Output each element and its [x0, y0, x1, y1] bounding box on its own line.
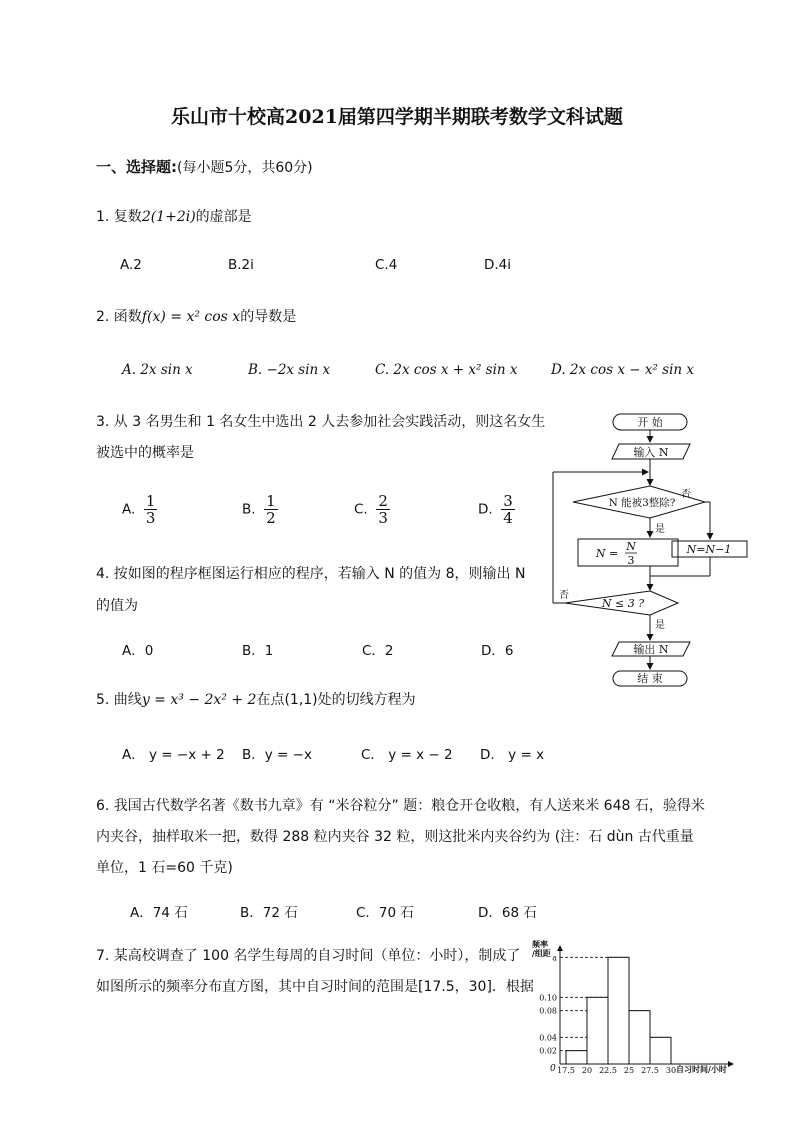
page-title: 乐山市十校高2021届第四学期半期联考数学文科试题: [171, 106, 623, 128]
q5-prefix: 5. 曲线: [96, 692, 142, 708]
flowchart-assign1-lhs: N =: [595, 547, 619, 560]
section-heading: [96, 156, 313, 177]
question-2: [96, 306, 296, 326]
question-5: [96, 689, 416, 709]
flowchart-start-label: 开 始: [637, 416, 663, 429]
q3-option-c: C. $\frac{2}{3}$: [354, 492, 388, 527]
flowchart-yes-1: 是: [655, 524, 665, 535]
histogram-bar: [587, 997, 608, 1064]
q6-option-c: C．70 石: [356, 905, 414, 921]
q2-option-c: C. 2x cos x + x² sin x: [375, 362, 518, 378]
flowchart-output-label: 输出 N: [633, 643, 669, 656]
histogram-bar: [629, 1011, 650, 1064]
histogram-bar: [608, 957, 629, 1064]
histogram-x-tick: 20: [581, 1066, 593, 1075]
flowchart-input-label: 输入 N: [633, 446, 669, 459]
q4-line-2: 的值为: [96, 598, 138, 614]
flowchart-cond1-label: N 能被3整除?: [608, 497, 676, 509]
q4-line-1: 4. 按如图的程序框图运行相应的程序，若输入 N 的值为 8，则输出 N: [96, 566, 526, 582]
q4-option-a: A．0: [122, 643, 154, 659]
q1-suffix: 的虚部是: [195, 209, 252, 225]
q4-option-d: D．6: [481, 643, 514, 659]
q5-suffix: 在点(1,1)处的切线方程为: [256, 692, 416, 708]
q4-option-c: C．2: [362, 643, 394, 659]
q6-option-a: A．74 石: [130, 905, 188, 921]
histogram: [528, 936, 748, 1076]
flowchart-assign2-label: N=N−1: [686, 543, 732, 556]
q1-expression: 2(1+2i): [141, 209, 196, 225]
q3-option-a: A. $\frac{1}{3}$: [122, 492, 156, 527]
histogram-origin: 0: [550, 1064, 556, 1074]
flowchart-cond2-label: N ≤ 3 ?: [601, 597, 645, 610]
q2-prefix: 2. 函数: [96, 309, 142, 325]
q2-option-d: D. 2x cos x − x² sin x: [551, 362, 694, 378]
histogram-y-tick: 0.10: [539, 993, 557, 1003]
q5-option-d: D． y = x: [480, 747, 545, 763]
section-label: 一、选择题:: [96, 158, 177, 176]
q6-line-3: 单位，1 石=60 千克): [96, 860, 233, 876]
histogram-x-tick: 27.5: [641, 1066, 659, 1075]
histogram-x-tick: 17.5: [557, 1066, 575, 1075]
q1-option-a: A.2: [120, 257, 142, 273]
q6-line-1: 6. 我国古代数学名著《数书九章》有 “米谷粒分” 题：粮仓开仓收粮，有人送来米 648 石，验得米: [96, 798, 705, 814]
q3-line-1: 3. 从 3 名男生和 1 名女生中选出 2 人去参加社会实践活动，则这名女生: [96, 414, 546, 430]
q3-option-b: B. $\frac{1}{2}$: [242, 492, 276, 527]
q2-option-a: A. 2x sin x: [122, 362, 193, 378]
histogram-x-tick: 30: [665, 1066, 677, 1075]
flowchart-no-2: 否: [559, 590, 569, 601]
q5-option-b: B．y = −x: [242, 747, 312, 763]
flowchart-end-label: 结 束: [637, 672, 663, 685]
flowchart-assign1-den: 3: [627, 554, 635, 567]
q6-option-b: B．72 石: [240, 905, 298, 921]
flowchart-no-1: 否: [681, 489, 691, 500]
flowchart: [545, 408, 760, 690]
q5-expression: y = x³ − 2x² + 2: [141, 692, 257, 708]
q3-line-2: 被选中的概率是: [96, 445, 194, 461]
question-1: [96, 206, 252, 226]
flowchart-assign1-num: N: [626, 540, 636, 553]
q2-suffix: 的导数是: [240, 309, 297, 325]
section-note: (每小题5分，共60分): [177, 160, 313, 176]
histogram-xlabel: 自习时间/小时: [676, 1064, 727, 1074]
q4-option-b: B．1: [242, 643, 274, 659]
flowchart-yes-2: 是: [655, 620, 665, 631]
q2-expression: f(x) = x² cos x: [141, 309, 241, 325]
q6-option-d: D．68 石: [478, 905, 537, 921]
q1-option-c: C.4: [375, 257, 398, 273]
histogram-y-tick: 0.04: [539, 1033, 557, 1043]
q7-line-1: 7. 某高校调查了 100 名学生每周的自习时间（单位：小时），制成了: [96, 948, 521, 964]
q2-option-b: B. −2x sin x: [248, 362, 331, 378]
q1-option-b: B.2i: [228, 257, 254, 273]
histogram-y-tick: 0.08: [539, 1006, 557, 1016]
q5-option-a: A． y = −x + 2: [122, 747, 225, 763]
q7-line-2: 如图所示的频率分布直方图，其中自习时间的范围是[17.5，30]．根据: [96, 979, 534, 995]
q5-option-c: C． y = x − 2: [361, 747, 453, 763]
q3-option-d: D. $\frac{3}{4}$: [478, 492, 513, 527]
q6-line-2: 内夹谷，抽样取米一把，数得 288 粒内夹谷 32 粒，则这批米内夹谷约为 (注：石 dùn 古代重量: [96, 829, 694, 845]
histogram-bar: [650, 1037, 671, 1064]
histogram-bar: [566, 1051, 587, 1064]
histogram-y-tick: a: [552, 953, 557, 963]
q1-option-d: D.4i: [484, 257, 512, 273]
histogram-ylabel: 频率/组距: [532, 939, 551, 958]
q1-prefix: 1. 复数: [96, 209, 142, 225]
histogram-x-tick: 25: [623, 1066, 635, 1075]
histogram-y-tick: 0.02: [539, 1046, 557, 1056]
histogram-x-tick: 22.5: [599, 1066, 617, 1075]
